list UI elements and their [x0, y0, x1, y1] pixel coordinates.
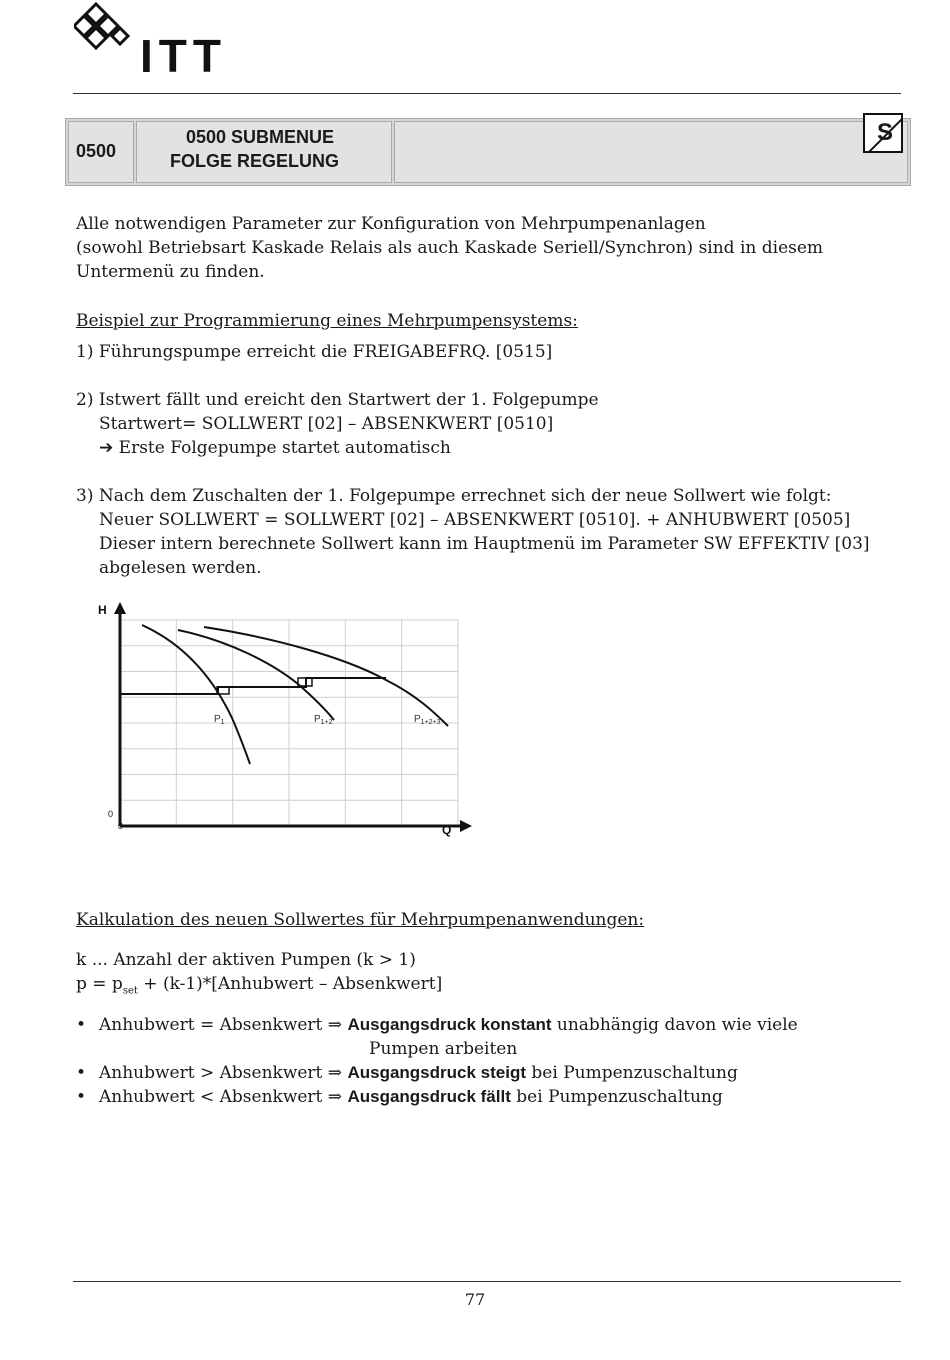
y-axis-arrow: [114, 602, 126, 614]
example-step-2: 2) Istwert fällt und ereicht den Startwert der 1. Folgepumpe: [76, 390, 599, 410]
section-subtitle: FOLGE REGELUNG: [170, 151, 340, 171]
calc-k-definition: k ... Anzahl der aktiven Pumpen (k > 1): [76, 950, 416, 970]
footer-divider: [73, 1281, 901, 1282]
bullet-item: •: [76, 1015, 87, 1035]
bullet-item: •: [76, 1063, 87, 1083]
formula-rhs: + (k-1)*[Anhubwert – Absenkwert]: [137, 974, 443, 994]
x-origin-label: 0: [118, 821, 124, 831]
example-heading: Beispiel zur Programmierung eines Mehrpumpensystems:: [76, 311, 578, 331]
example-step-3-note: abgelesen werden.: [99, 558, 262, 578]
y-axis-label: H: [98, 603, 107, 617]
example-step-3-formula: Neuer SOLLWERT = SOLLWERT [02] – ABSENKWERT [0510]. + ANHUBWERT [0505]: [99, 510, 851, 530]
chart-grid: [120, 620, 458, 826]
formula-lhs: p = p: [76, 974, 123, 994]
x-axis-arrow: [460, 820, 472, 832]
section-empty-cell: [394, 121, 908, 183]
intro-line: Alle notwendigen Parameter zur Konfiguration von Mehrpumpenanlagen: [76, 214, 706, 234]
formula-subscript: set: [122, 985, 138, 997]
calc-heading: Kalkulation des neuen Sollwertes für Mehrpumpenanwendungen:: [76, 910, 645, 930]
bullet-item: •: [76, 1087, 87, 1107]
pump-curve-chart: [96, 600, 486, 840]
itt-logo-icon: [74, 2, 130, 54]
bullet-text: Anhubwert > Absenkwert ⇒ Ausgangsdruck steigt bei Pumpenzuschaltung: [99, 1063, 738, 1083]
x-axis-label: Q: [442, 823, 452, 837]
logo-wordmark: ITT: [140, 30, 227, 82]
series-label-p1-2: $P_{1+2}$: [314, 714, 333, 726]
series-label-p1-2-3: $P_{1+2+3}$: [414, 714, 441, 726]
bullet-continuation: Pumpen arbeiten: [369, 1039, 518, 1059]
intro-line: (sowohl Betriebsart Kaskade Relais als auch Kaskade Seriell/Synchron) sind in diesem: [76, 238, 824, 258]
example-step-3-note: Dieser intern berechnete Sollwert kann im Hauptmenü im Parameter SW EFFEKTIV [03]: [99, 534, 870, 554]
section-header-table: [65, 118, 911, 186]
pump-curve-p1-2: [178, 630, 334, 720]
intro-line: Untermenü zu finden.: [76, 262, 265, 282]
y-origin-label: 0: [108, 809, 114, 819]
bullet-text: Anhubwert < Absenkwert ⇒ Ausgangsdruck fällt bei Pumpenzuschaltung: [99, 1087, 723, 1107]
setpoint-line: [120, 678, 386, 694]
header-divider: [73, 93, 901, 94]
example-step-1: 1) Führungspumpe erreicht die FREIGABEFRQ. [0515]: [76, 342, 553, 362]
s-badge-letter: S: [877, 119, 894, 146]
section-code: 0500: [76, 141, 117, 161]
s-badge-icon: [863, 113, 903, 153]
example-step-2-result: [99, 438, 451, 458]
example-step-3: 3) Nach dem Zuschalten der 1. Folgepumpe errechnet sich der neue Sollwert wie folgt:: [76, 486, 832, 506]
arrow-right-icon: ➔: [99, 438, 114, 458]
example-step-2-result-text: Erste Folgepumpe startet automatisch: [118, 438, 451, 458]
page-number: 77: [464, 1290, 486, 1309]
example-step-2-formula: Startwert= SOLLWERT [02] – ABSENKWERT [0510]: [99, 414, 554, 434]
calc-formula: [76, 974, 442, 1001]
section-title: 0500 SUBMENUE: [186, 127, 335, 147]
bullet-text: Anhubwert = Absenkwert ⇒ Ausgangsdruck konstant unabhängig davon wie viele: [99, 1015, 798, 1035]
series-label-p1: $P_1$: [214, 714, 225, 726]
